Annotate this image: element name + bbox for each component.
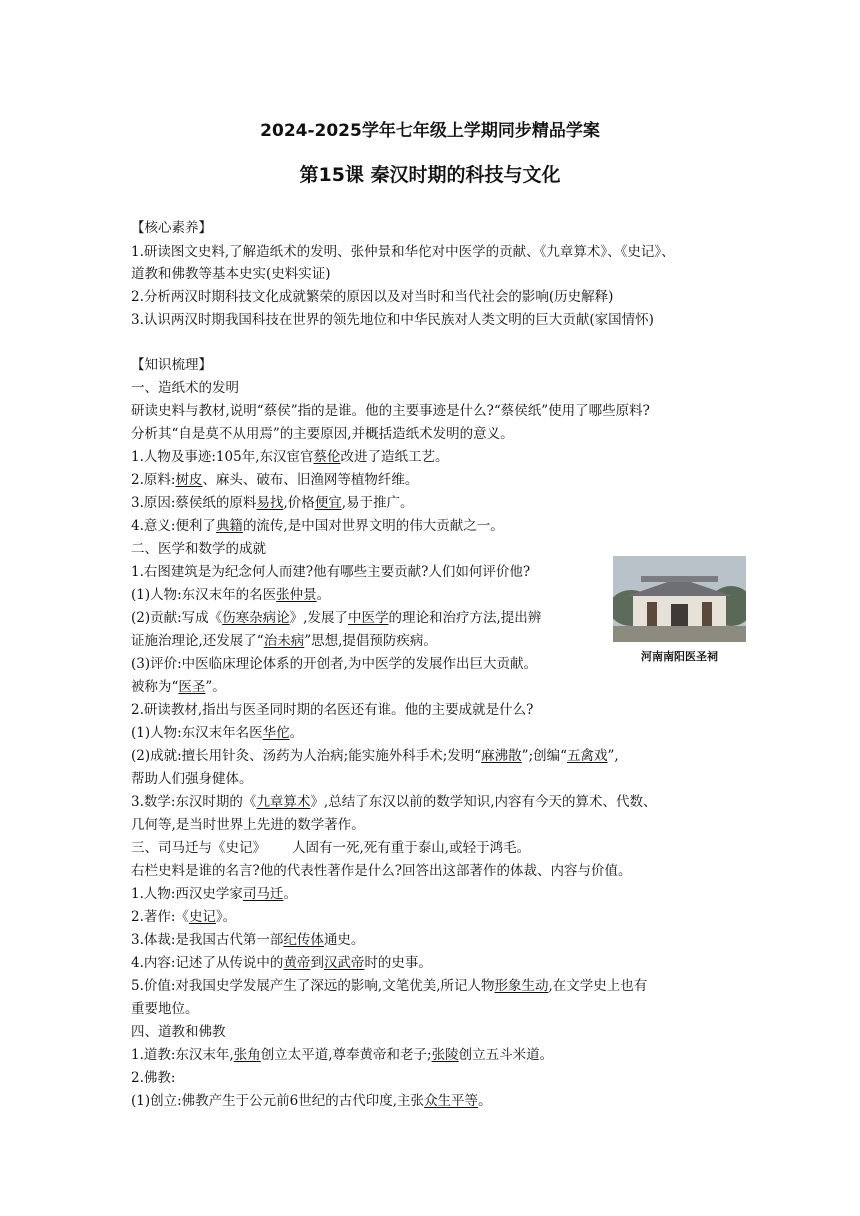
- answer-blank: 典籍: [215, 518, 243, 534]
- section-3-heading: 三、司马迁与《史记》 人固有一死,死有重于泰山,或轻于鸿毛。: [131, 840, 531, 856]
- photo-caption: 河南南阳医圣祠: [641, 650, 718, 663]
- paper-answer-2: 2.原料:树皮、麻头、破布、旧渔网等植物纤维。: [131, 472, 419, 488]
- core-line-2: 道教和佛教等基本史实(史料实证): [131, 266, 331, 282]
- hua-achievement-cont: 帮助人们强身健体。: [131, 771, 253, 787]
- section-3-question: 右栏史料是谁的名言?他的代表性著作是什么?回答出这部著作的体裁、内容与价值。: [131, 863, 632, 879]
- shiji-person: 1.人物:西汉史学家司马迁。: [131, 886, 297, 902]
- taoism-line: 1.道教:东汉末年,张角创立太平道,尊奉黄帝和老子;张陵创立五斗米道。: [131, 1047, 554, 1063]
- buddhism-heading: 2.佛教:: [131, 1070, 176, 1086]
- core-line-3: 2.分析两汉时期科技文化成就繁荣的原因以及对当时和当代社会的影响(历史解释): [131, 289, 614, 305]
- hua-person: (1)人物:东汉末年名医华佗。: [131, 725, 304, 741]
- zhang-contribution: (2)贡献:写成《伤寒杂病论》,发展了中医学的理论和治疗方法,提出辨: [131, 610, 542, 626]
- answer-blank: 便宜: [314, 495, 342, 511]
- answer-blank: 树皮: [175, 472, 203, 488]
- buddhism-origin: (1)创立:佛教产生于公元前6世纪的古代印度,主张众生平等。: [131, 1093, 492, 1109]
- answer-blank: 张角: [233, 1047, 261, 1063]
- shiji-value: 5.价值:对我国史学发展产生了深远的影响,文笔优美,所记人物形象生动,在文学史上也有: [131, 978, 648, 994]
- answer-blank: 史记: [188, 909, 216, 925]
- answer-blank: 治未病: [263, 633, 305, 649]
- answer-blank: 张仲景: [276, 587, 317, 603]
- zhang-evaluation: (3)评价:中医临床理论体系的开创者,为中医学的发展作出巨大贡献。: [131, 656, 537, 672]
- core-heading: 【核心素养】: [131, 220, 212, 236]
- paper-answer-4: 4.意义:便利了典籍的流传,是中国对世界文明的伟大贡献之一。: [131, 518, 504, 534]
- sima-quote: 人固有一死,死有重于泰山,或轻于鸿毛。: [292, 840, 531, 856]
- shrine-photo: [613, 556, 746, 642]
- zhang-contribution-cont: 证施治理论,还发展了“治未病”思想,提倡预防疾病。: [131, 633, 437, 649]
- lesson-title: 第15课 秦汉时期的科技与文化: [299, 164, 561, 186]
- answer-blank: 汉武帝: [323, 955, 365, 971]
- math-line: 3.数学:东汉时期的《九章算术》,总结了东汉以前的数学知识,内容有今天的算术、代数、: [131, 794, 657, 810]
- zhang-title: 被称为“医圣”。: [131, 679, 226, 695]
- answer-blank: 华佗: [262, 725, 290, 741]
- answer-blank: 蔡伦: [313, 449, 341, 465]
- answer-blank: 中医学: [347, 610, 389, 626]
- section-1-question-2: 分析其“自是莫不从用焉”的主要原因,并概括造纸术发明的意义。: [131, 426, 514, 442]
- core-line-4: 3.认识两汉时期我国科技在世界的领先地位和中华民族对人类文明的巨大贡献(家国情怀): [131, 312, 654, 328]
- answer-blank: 张陵: [431, 1047, 459, 1063]
- answer-blank: 众生平等: [424, 1093, 479, 1109]
- answer-blank: 易找: [256, 495, 284, 511]
- zhang-person: (1)人物:东汉末年的名医张仲景。: [131, 587, 331, 603]
- answer-blank: 医圣: [178, 679, 206, 695]
- paper-answer-3: 3.原因:蔡侯纸的原料易找,价格便宜,易于推广。: [131, 495, 414, 511]
- section-2-question-2: 2.研读教材,指出与医圣同时期的名医还有谁。他的主要成就是什么?: [131, 702, 534, 718]
- answer-blank: 九章算术: [256, 794, 311, 810]
- shiji-genre: 3.体裁:是我国古代第一部纪传体通史。: [131, 932, 365, 948]
- section-1-heading: 一、造纸术的发明: [131, 380, 239, 396]
- hua-achievement: (2)成就:擅长用针灸、汤药为人治病;能实施外科手术;发明“麻沸散”;创编“五禽戏”,: [131, 748, 619, 764]
- shiji-work: 2.著作:《史记》。: [131, 909, 237, 925]
- core-line-1: 1.研读图文史料,了解造纸术的发明、张仲景和华佗对中医学的贡献、《九章算术》、《史记》、: [131, 244, 675, 260]
- math-line-cont: 几何等,是当时世界上先进的数学著作。: [131, 817, 365, 833]
- section-2-heading: 二、医学和数学的成就: [131, 541, 266, 557]
- document-title: 2024-2025学年七年级上学期同步精品学案: [260, 121, 600, 141]
- section-1-question-1: 研读史料与教材,说明“蔡侯”指的是谁。他的主要事迹是什么?“蔡侯纸”使用了哪些原料?: [131, 403, 650, 419]
- shrine-illustration: [613, 556, 746, 642]
- paper-answer-1: 1.人物及事迹:105年,东汉宦官蔡伦改进了造纸工艺。: [131, 449, 449, 465]
- shiji-content: 4.内容:记述了从传说中的黄帝到汉武帝时的史事。: [131, 955, 432, 971]
- shiji-value-cont: 重要地位。: [131, 1001, 199, 1017]
- answer-blank: 黄帝: [283, 955, 311, 971]
- answer-blank: 五禽戏: [567, 748, 608, 764]
- answer-blank: 麻沸散: [481, 748, 522, 764]
- section-2-question-1: 1.右图建筑是为纪念何人而建?他有哪些主要贡献?人们如何评价他?: [131, 564, 531, 580]
- section-4-heading: 四、道教和佛教: [131, 1024, 226, 1040]
- answer-blank: 司马迁: [242, 886, 284, 902]
- answer-blank: 伤寒杂病论: [222, 610, 290, 626]
- knowledge-heading: 【知识梳理】: [131, 357, 212, 373]
- answer-blank: 形象生动: [494, 978, 549, 994]
- answer-blank: 纪传体: [283, 932, 324, 948]
